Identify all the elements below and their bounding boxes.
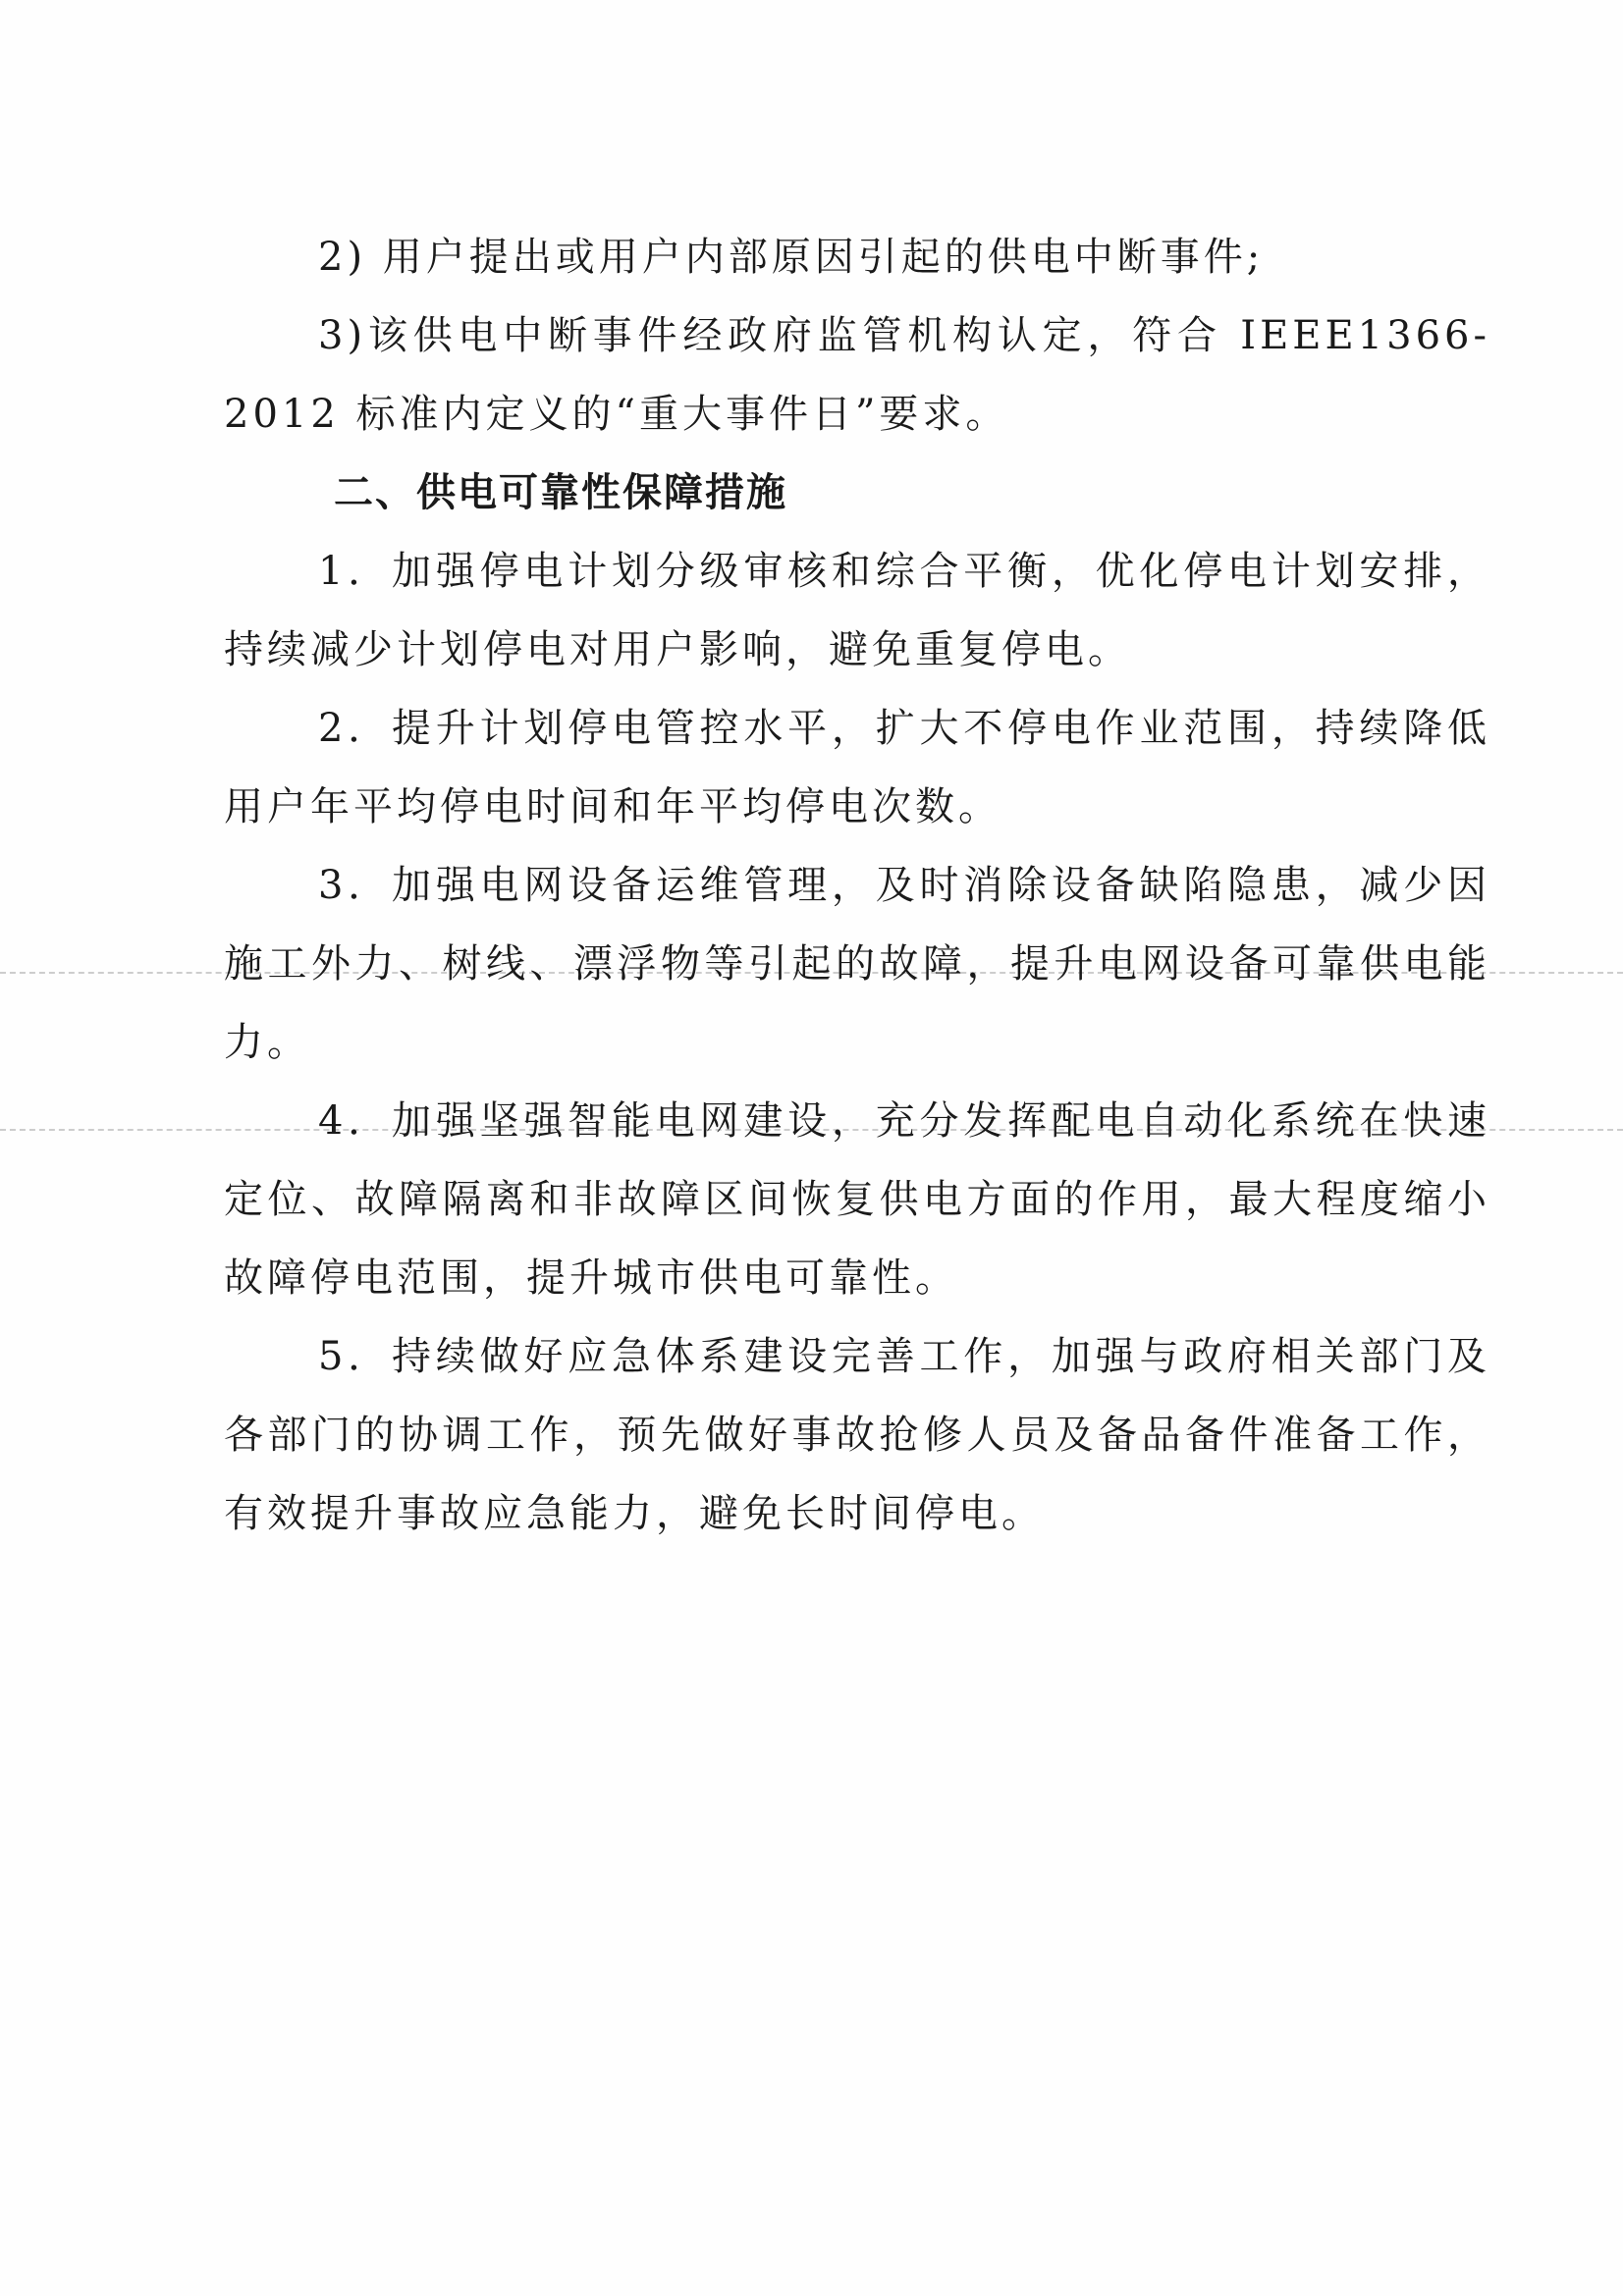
section-heading: 二、供电可靠性保障措施 bbox=[334, 470, 787, 515]
measure-item-3: 3．加强电网设备运维管理，及时消除设备缺陷隐患，减少因施工外力、树线、漂浮物等引起的故障，提升电网设备可靠供电能力。 bbox=[224, 863, 1490, 1065]
document-body bbox=[224, 218, 1490, 1553]
condition-item-3: 3)该供电中断事件经政府监管机构认定，符合 IEEE1366-2012 标准内定义的“重大事件日”要求。 bbox=[224, 313, 1490, 437]
condition-item-2: 2) 用户提出或用户内部原因引起的供电中断事件; bbox=[318, 235, 1265, 280]
measure-item-1: 1．加强停电计划分级审核和综合平衡，优化停电计划安排，持续减少计划停电对用户影响，避免重复停电。 bbox=[224, 549, 1490, 672]
measure-item-2: 2．提升计划停电管控水平，扩大不停电作业范围，持续降低用户年平均停电时间和年平均停电次数。 bbox=[224, 706, 1490, 829]
measure-item-4: 4．加强坚强智能电网建设，充分发挥配电自动化系统在快速定位、故障隔离和非故障区间恢复供电方面的作用，最大程度缩小故障停电范围，提升城市供电可靠性。 bbox=[224, 1098, 1490, 1301]
measure-item-5: 5．持续做好应急体系建设完善工作，加强与政府相关部门及各部门的协调工作，预先做好事故抢修人员及备品备件准备工作，有效提升事故应急能力，避免长时间停电。 bbox=[224, 1334, 1490, 1536]
